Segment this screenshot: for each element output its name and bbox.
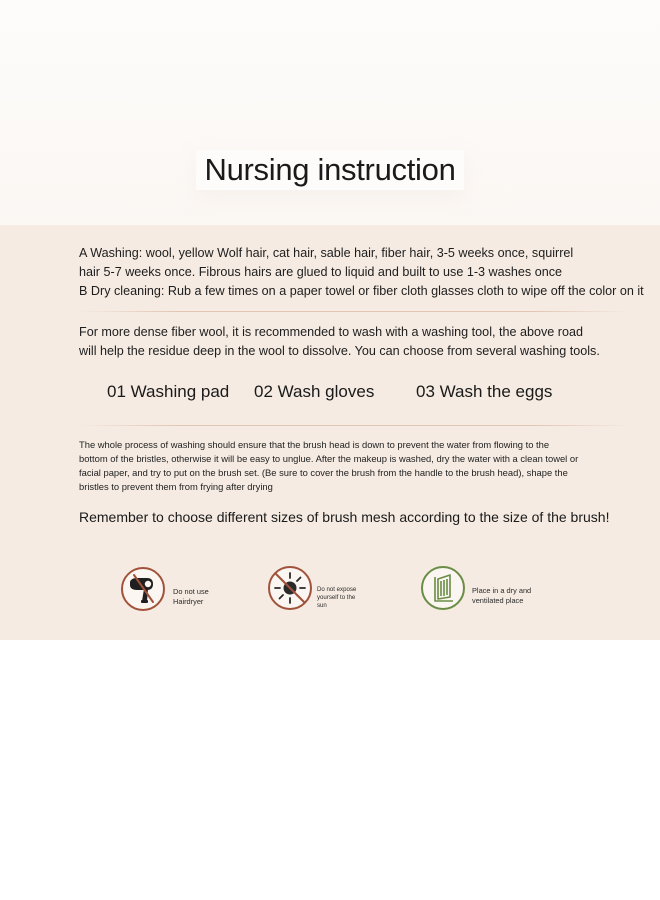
page-title: Nursing instruction [196,150,463,190]
header-band [0,0,660,225]
dry-ventilated-icon [420,565,466,611]
title-container [0,150,660,190]
washing-instructions [79,244,644,301]
no-hairdryer-label: Do not use Hairdryer [173,587,209,606]
section-divider [79,311,631,312]
process-line-4: bristles to prevent them from frying after drying [79,481,273,492]
section-divider [79,425,631,426]
tool-wash-eggs: 03 Wash the eggs [416,382,553,401]
dry-cleaning-line: B Dry cleaning: Rub a few times on a paper towel or fiber cloth glasses cloth to wipe off the color on it [79,284,644,298]
no-hairdryer-icon [120,566,166,612]
no-sun-label: Do not expose yourself to the sun [317,586,357,610]
recommendation-text [79,323,644,361]
tool-washing-pad: 01 Washing pad [107,382,230,401]
washing-line-a: A Washing: wool, yellow Wolf hair, cat hair, sable hair, fiber hair, 3-5 weeks once, squirrel [79,246,574,260]
brush-mesh-reminder: Remember to choose different sizes of brush mesh according to the size of the brush! [79,509,610,525]
process-line-2: bottom of the bristles, otherwise it will be easy to unglue. After the makeup is washed, dry the water with a clean towel or [79,453,579,464]
recommendation-line-2: will help the residue deep in the wool to dissolve. You can choose from several washing tools. [79,344,600,358]
washing-process-text [79,438,624,494]
recommendation-line-1: For more dense fiber wool, it is recommended to wash with a washing tool, the above road [79,325,584,339]
tool-wash-gloves: 02 Wash gloves [254,382,375,401]
process-line-1: The whole process of washing should ensure that the brush head is down to prevent the water from flowing to the [79,439,550,450]
dry-ventilated-label: Place in a dry and ventilated place [472,586,532,605]
no-sun-icon [267,565,313,611]
washing-line-a-continued: hair 5-7 weeks once. Fibrous hairs are glued to liquid and built to use 1-3 washes once [79,265,563,279]
process-line-3: facial paper, and try to put on the brush set. (Be sure to cover the brush from the handle to the brush head), shape the [79,467,568,478]
